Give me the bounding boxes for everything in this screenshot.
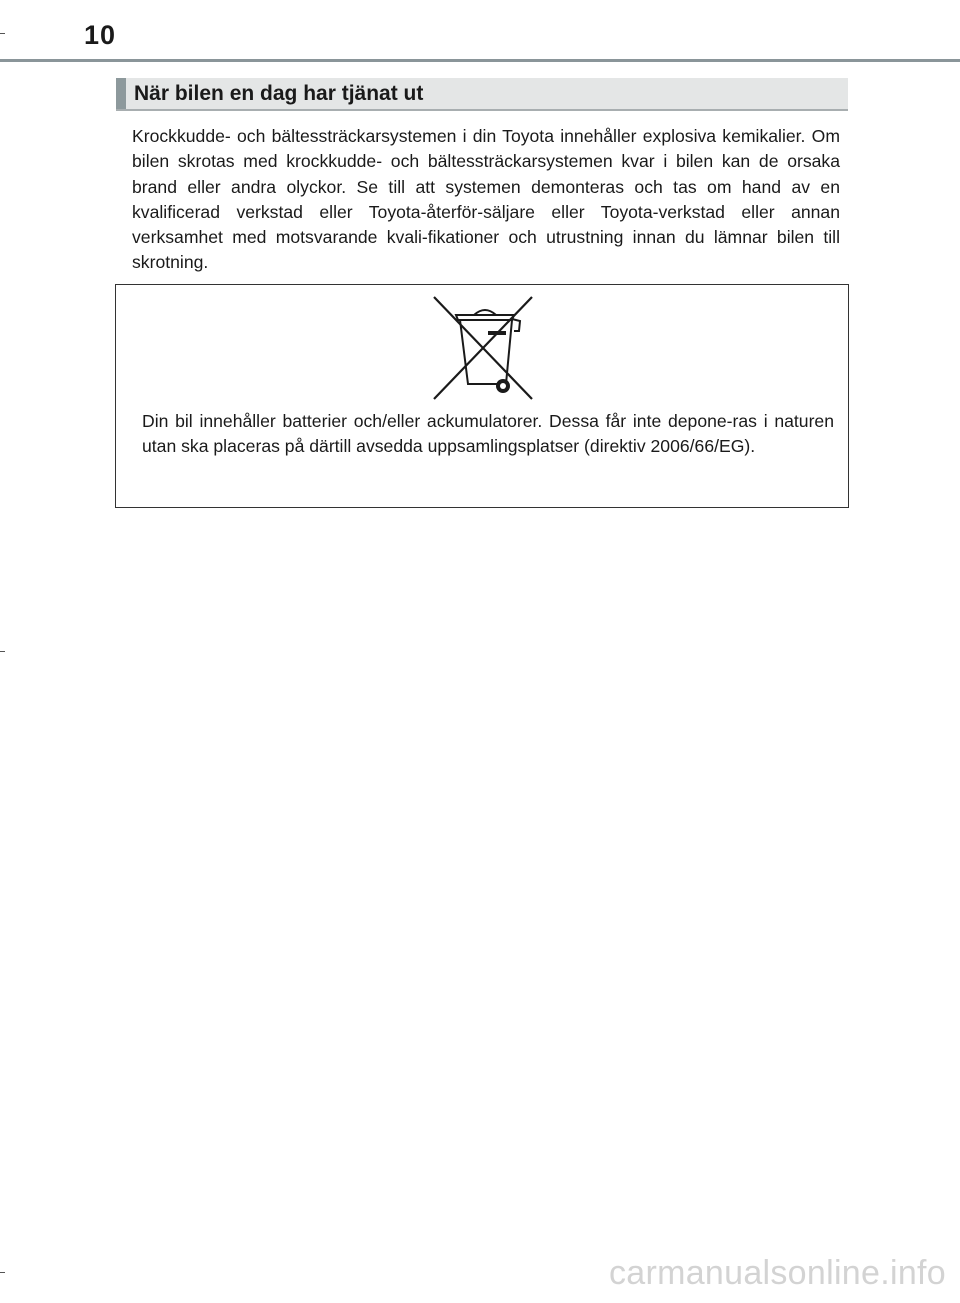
crossed-out-wheelie-bin-icon — [428, 291, 538, 401]
crop-mark-bottom — [0, 1272, 5, 1273]
section-body-text: Krockkudde- och bältessträckarsystemen i din Toyota innehåller explosiva kemikalier. Om bilen skrotas med krockkudde- och bältessträckarsystemen kvar i bilen kan de orsaka brand eller andra olyckor. Se till att systemen demonteras och tas om hand av en kvalificerad verkstad eller Toyota-återför-säljare eller Toyota-verkstad eller annan verksamhet med motsvarande kvali-fikationer och utrustning innan du lämnar bilen till skrotning. — [132, 126, 840, 273]
battery-notice-text: Din bil innehåller batterier och/eller ackumulatorer. Dessa får inte depone-ras i naturen utan ska placeras på därtill avsedda uppsamlingsplatser (direktiv 2006/66/EG). — [142, 411, 834, 457]
heading-accent-bar — [116, 78, 126, 109]
battery-disposal-notice — [115, 284, 849, 508]
crop-mark-top — [0, 33, 5, 34]
watermark: carmanualsonline.info — [608, 1254, 946, 1292]
header-rule — [0, 59, 960, 62]
page-number: 10 — [84, 20, 117, 50]
section-title: När bilen en dag har tjänat ut — [134, 82, 424, 105]
section-heading — [116, 78, 848, 111]
crop-mark-middle — [0, 651, 5, 652]
